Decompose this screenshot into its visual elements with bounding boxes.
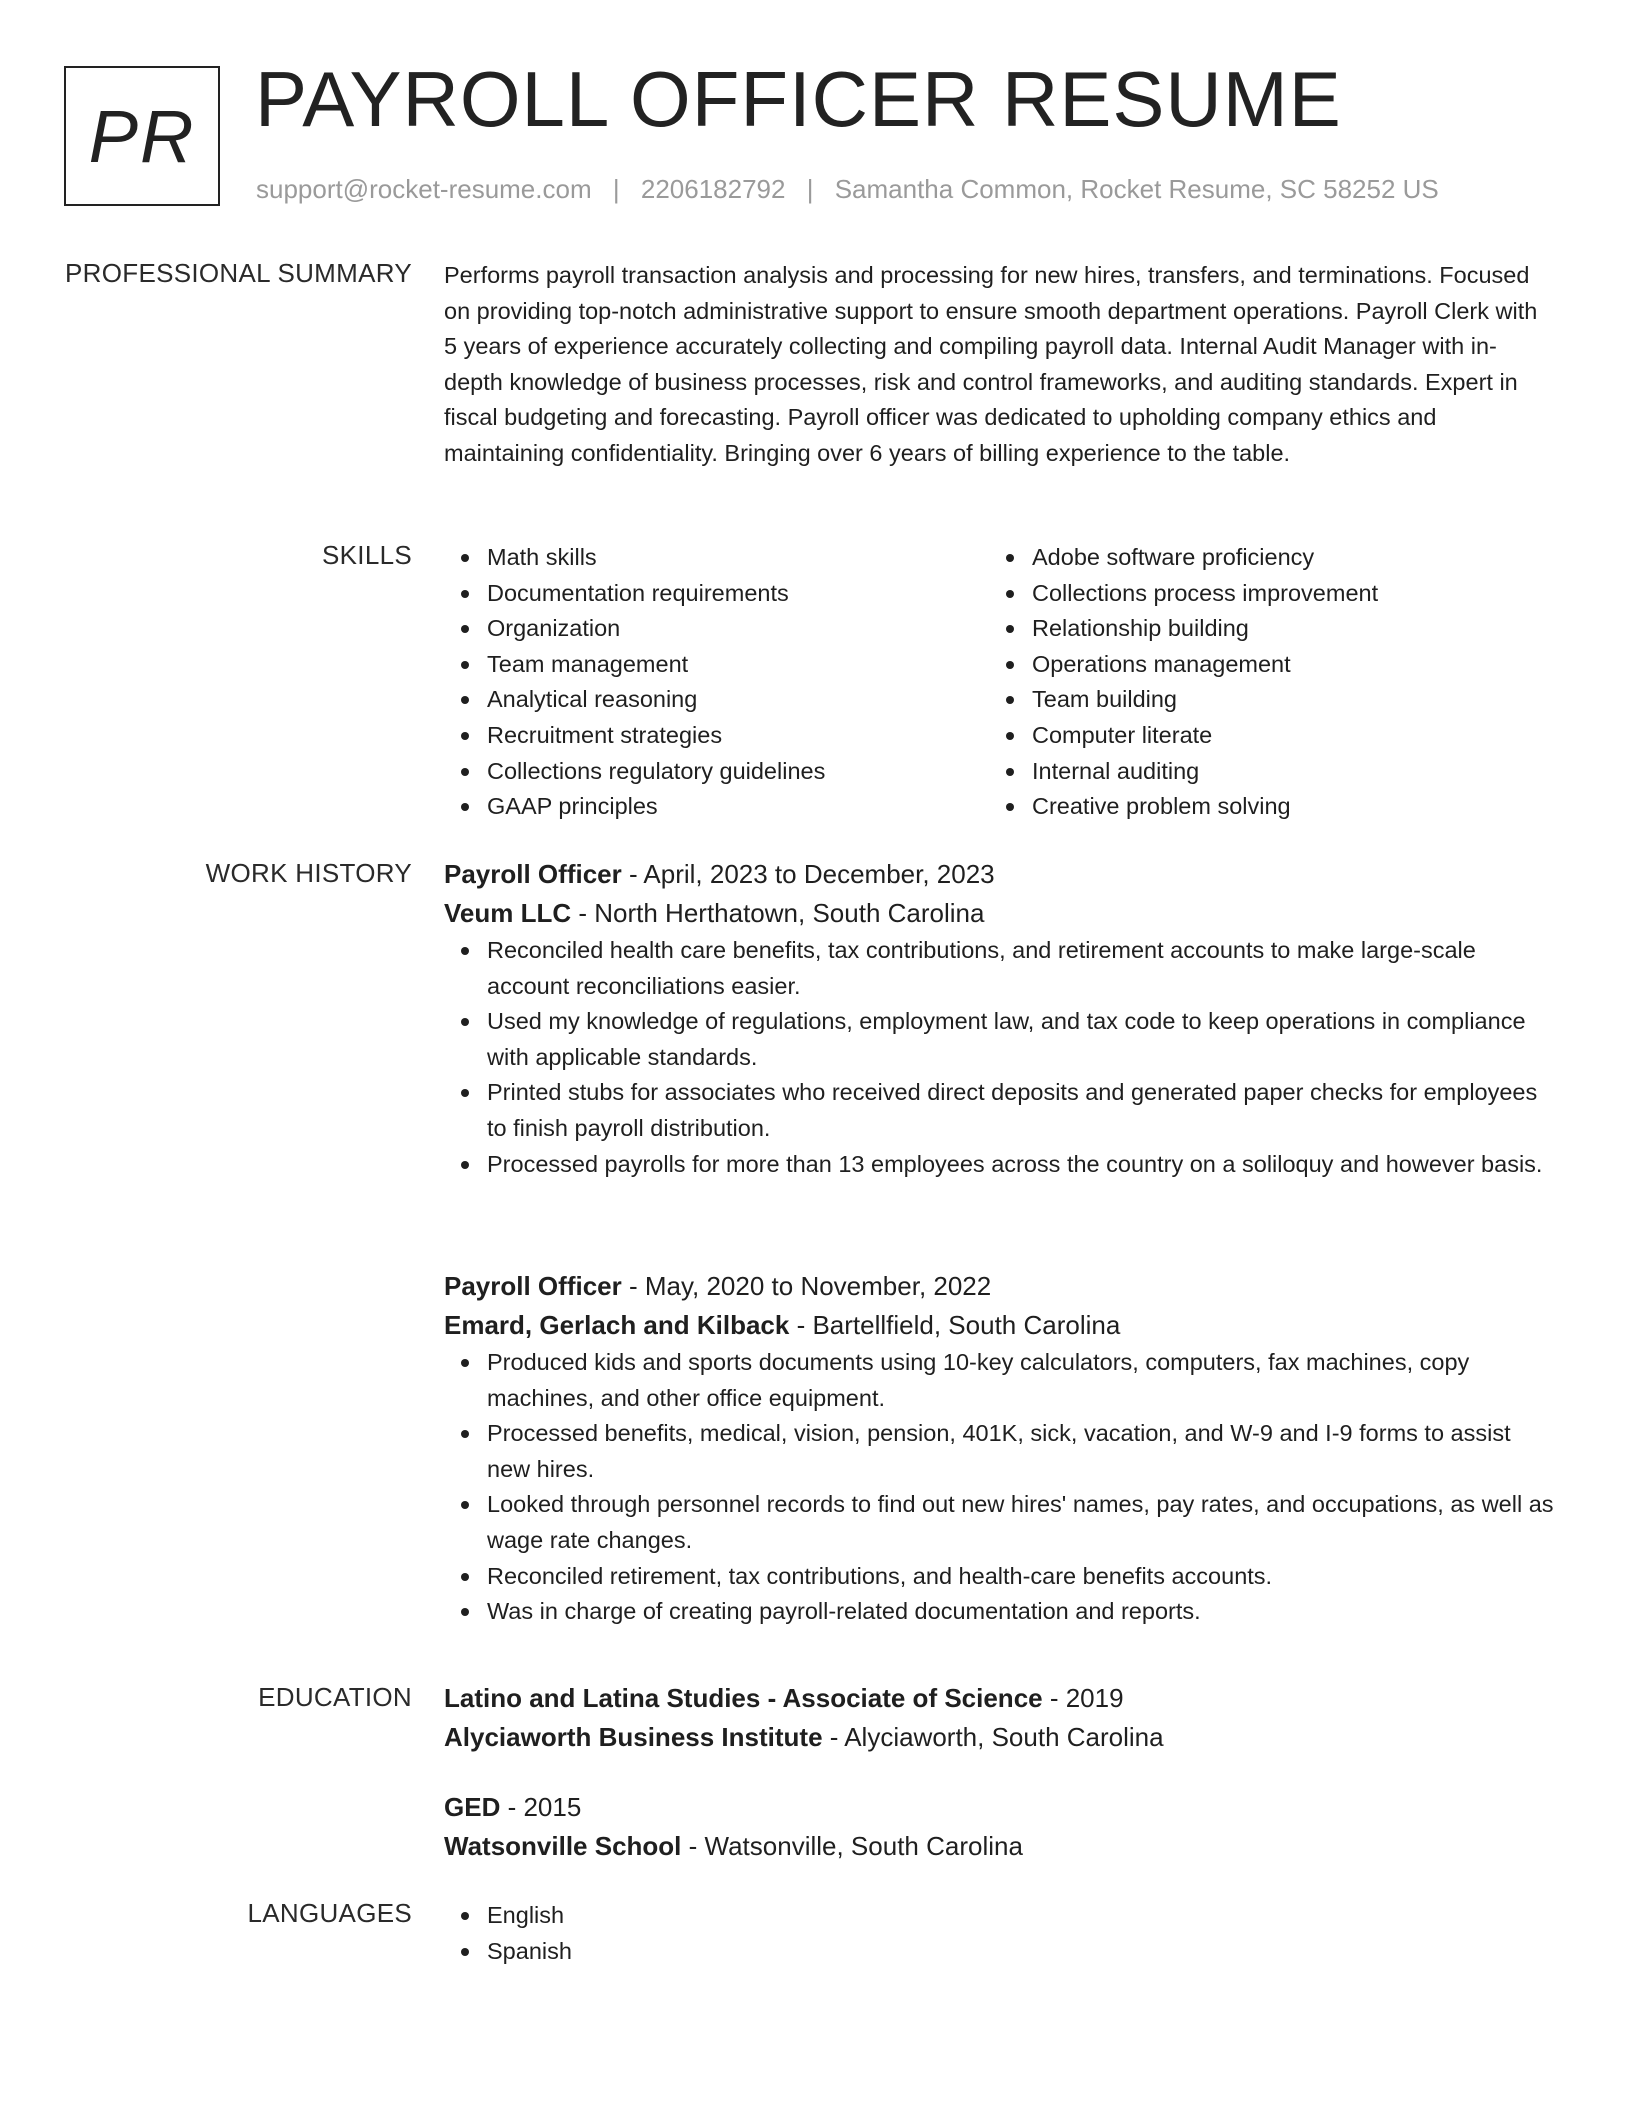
skill-item: Collections process improvement bbox=[989, 576, 1549, 612]
job-company-line bbox=[444, 1306, 1554, 1345]
job-bullet: Reconciled retirement, tax contributions, and health-care benefits accounts. bbox=[444, 1559, 1554, 1595]
monogram-logo: PR bbox=[64, 66, 220, 206]
contact-line bbox=[256, 174, 1439, 205]
contact-phone[interactable]: 2206182792 bbox=[640, 174, 786, 204]
job-entry bbox=[444, 1267, 1554, 1630]
education-location: - Watsonville, South Carolina bbox=[681, 1831, 1023, 1861]
education-location: - Alyciaworth, South Carolina bbox=[822, 1722, 1164, 1752]
education-school-line bbox=[444, 1827, 1554, 1866]
job-title: Payroll Officer bbox=[444, 859, 622, 889]
job-title: Payroll Officer bbox=[444, 1271, 622, 1301]
skill-item: Relationship building bbox=[989, 611, 1549, 647]
skill-item: GAAP principles bbox=[444, 789, 989, 825]
skills-list-right bbox=[989, 540, 1549, 825]
languages-body bbox=[444, 1898, 1554, 1969]
job-company-line bbox=[444, 894, 1554, 933]
skill-item: Internal auditing bbox=[989, 754, 1549, 790]
skill-item: Documentation requirements bbox=[444, 576, 989, 612]
education-degree: GED bbox=[444, 1792, 501, 1822]
job-company: Emard, Gerlach and Kilback bbox=[444, 1310, 790, 1340]
job-company: Veum LLC bbox=[444, 898, 572, 928]
education-school-line bbox=[444, 1718, 1554, 1757]
job-bullet: Processed payrolls for more than 13 employees across the country on a soliloquy and however basis. bbox=[444, 1147, 1554, 1183]
job-bullet: Processed benefits, medical, vision, pension, 401K, sick, vacation, and W-9 and I-9 forms to assist new hires. bbox=[444, 1416, 1554, 1487]
job-bullet: Used my knowledge of regulations, employment law, and tax code to keep operations in compliance with applicable standards. bbox=[444, 1004, 1554, 1075]
skill-item: Collections regulatory guidelines bbox=[444, 754, 989, 790]
skill-item: Math skills bbox=[444, 540, 989, 576]
education-year: - 2019 bbox=[1042, 1683, 1124, 1713]
skill-item: Analytical reasoning bbox=[444, 682, 989, 718]
job-entry bbox=[444, 855, 1554, 1182]
job-title-line bbox=[444, 1267, 1554, 1306]
skills-body bbox=[444, 540, 1554, 825]
section-label-work: WORK HISTORY bbox=[205, 858, 412, 888]
skills-list-left bbox=[444, 540, 989, 825]
skill-item: Recruitment strategies bbox=[444, 718, 989, 754]
job-bullet: Was in charge of creating payroll-related documentation and reports. bbox=[444, 1594, 1554, 1630]
job-location: - Bartellfield, South Carolina bbox=[789, 1310, 1121, 1340]
contact-address: Samantha Common, Rocket Resume, SC 58252 US bbox=[834, 174, 1439, 204]
section-label-summary: PROFESSIONAL SUMMARY bbox=[65, 258, 412, 288]
job-bullet: Reconciled health care benefits, tax contributions, and retirement accounts to make large-scale account reconciliations easier. bbox=[444, 933, 1554, 1004]
education-degree-line bbox=[444, 1788, 1554, 1827]
contact-email[interactable]: support@rocket-resume.com bbox=[256, 174, 592, 204]
job-location: - North Herthatown, South Carolina bbox=[571, 898, 985, 928]
education-entry bbox=[444, 1679, 1554, 1757]
education-school: Alyciaworth Business Institute bbox=[444, 1722, 823, 1752]
resume-title: PAYROLL OFFICER RESUME bbox=[255, 55, 1342, 143]
job-bullet: Printed stubs for associates who received direct deposits and generated paper checks for employees to finish payroll distribution. bbox=[444, 1075, 1554, 1146]
section-label-education: EDUCATION bbox=[258, 1682, 412, 1712]
contact-separator: | bbox=[612, 174, 620, 204]
section-label-skills: SKILLS bbox=[322, 540, 412, 570]
skill-item: Creative problem solving bbox=[989, 789, 1549, 825]
job-bullet: Looked through personnel records to find out new hires' names, pay rates, and occupations, as well as wage rate changes. bbox=[444, 1487, 1554, 1558]
skill-item: Computer literate bbox=[989, 718, 1549, 754]
section-label-languages: LANGUAGES bbox=[247, 1898, 412, 1928]
skill-item: Team management bbox=[444, 647, 989, 683]
job-dates: - May, 2020 to November, 2022 bbox=[621, 1271, 992, 1301]
languages-list bbox=[444, 1898, 1554, 1969]
skill-item: Organization bbox=[444, 611, 989, 647]
job-bullet: Produced kids and sports documents using 10-key calculators, computers, fax machines, copy machines, and other office equipment. bbox=[444, 1345, 1554, 1416]
skill-item: Operations management bbox=[989, 647, 1549, 683]
language-item: Spanish bbox=[444, 1934, 1554, 1970]
language-item: English bbox=[444, 1898, 1554, 1934]
education-degree: Latino and Latina Studies - Associate of Science bbox=[444, 1683, 1043, 1713]
education-year: - 2015 bbox=[500, 1792, 582, 1822]
skill-item: Adobe software proficiency bbox=[989, 540, 1549, 576]
summary-text: Performs payroll transaction analysis and processing for new hires, transfers, and terminations. Focused on providing top-notch administrative support to ensure smooth department operations. Payroll Clerk with 5 years of experience accurately collecting and compiling payroll data. Internal Audit Manager with in-depth knowledge of business processes, risk and control frameworks, and auditing standards. Expert in fiscal budgeting and forecasting. Payroll officer was dedicated to upholding company ethics and maintaining confidentiality. Bringing over 6 years of billing experience to the table. bbox=[444, 262, 1538, 466]
contact-separator: | bbox=[806, 174, 814, 204]
job-dates: - April, 2023 to December, 2023 bbox=[621, 859, 995, 889]
education-degree-line bbox=[444, 1679, 1554, 1718]
job-bullets bbox=[444, 1345, 1554, 1630]
job-title-line bbox=[444, 855, 1554, 894]
education-entry bbox=[444, 1788, 1554, 1866]
skill-item: Team building bbox=[989, 682, 1549, 718]
education-school: Watsonville School bbox=[444, 1831, 682, 1861]
job-bullets bbox=[444, 933, 1554, 1182]
